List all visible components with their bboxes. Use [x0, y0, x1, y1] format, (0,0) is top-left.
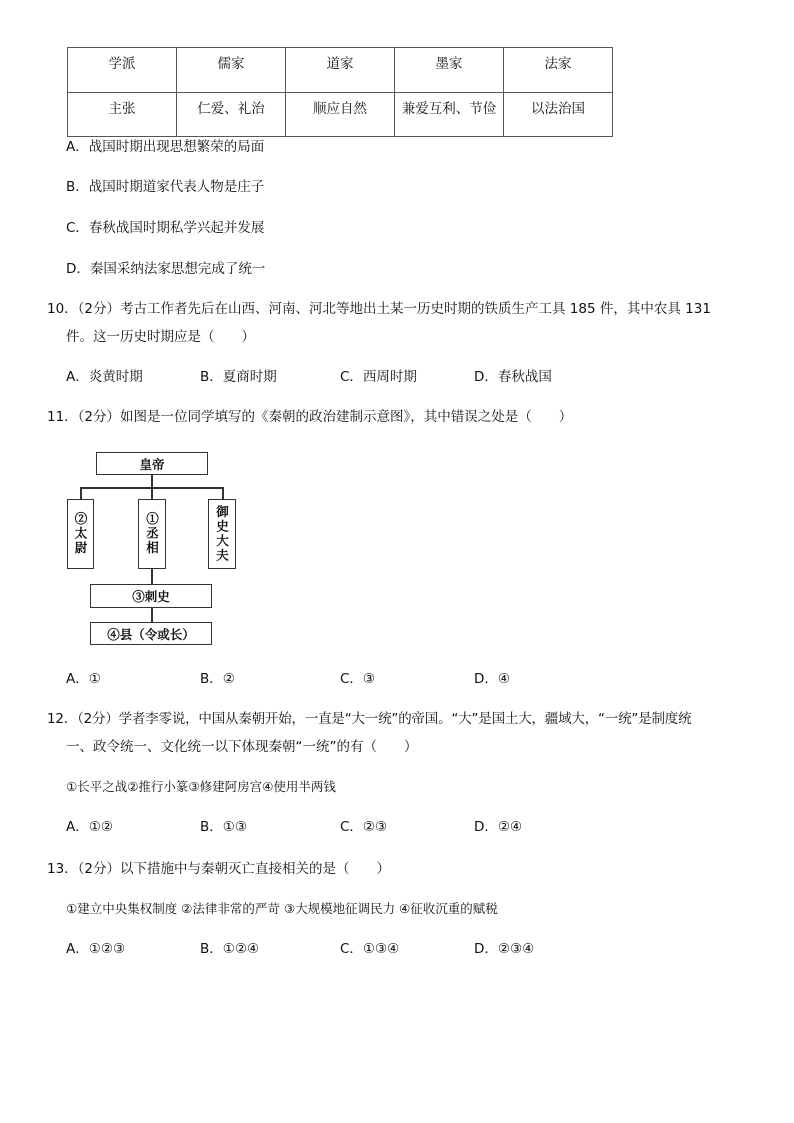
q13-option-b: B．①②④ — [200, 941, 260, 957]
table-cell: 兼爱互利、节俭 — [395, 93, 504, 137]
connector-line — [80, 487, 82, 499]
table-cell: 主张 — [68, 93, 177, 137]
table-cell: 仁爱、礼治 — [177, 93, 286, 137]
emperor-label: 皇帝 — [139, 456, 165, 472]
connector-line — [80, 487, 223, 489]
taiwei-box — [67, 499, 94, 569]
q11-option-d: D．④ — [474, 671, 510, 687]
q10-option-a: A．炎黄时期 — [66, 369, 143, 385]
cishi-label: ③刺史 — [132, 589, 170, 604]
q13-stem: 13．（2分）以下措施中与秦朝灭亡直接相关的是（ ） — [47, 861, 391, 877]
q12-option-b: B．①③ — [200, 819, 247, 835]
table-cell: 墨家 — [395, 48, 504, 93]
q13-option-d: D．②③④ — [474, 941, 535, 957]
q12-statements: ①长平之战②推行小篆③修建阿房宫④使用半两钱 — [66, 779, 336, 794]
county-label: ④县（令或长） — [107, 626, 195, 642]
chancellor-box — [138, 499, 166, 569]
censor-box — [208, 499, 236, 569]
connector-line — [151, 608, 153, 622]
q9-option-c: C．春秋战国时期私学兴起并发展 — [66, 220, 265, 236]
q11-option-c: C．③ — [340, 671, 376, 687]
cishi-box — [90, 584, 212, 608]
table-cell: 法家 — [504, 48, 613, 93]
q10-option-b: B．夏商时期 — [200, 369, 277, 385]
q13-statements: ①建立中央集权制度 ②法律非常的严苛 ③大规模地征调民力 ④征收沉重的赋税 — [66, 901, 498, 916]
q12-stem-line2: 一、政令统一、文化统一以下体现秦朝“一统”的有（ ） — [66, 739, 418, 755]
table-row — [68, 93, 613, 137]
q12-option-c: C．②③ — [340, 819, 388, 835]
q13-option-a: A．①②③ — [66, 941, 126, 957]
table-header-row — [68, 48, 613, 93]
connector-line — [151, 569, 153, 584]
q11-option-a: A．① — [66, 671, 101, 687]
q11-stem: 11．（2分）如图是一位同学填写的《秦朝的政治建制示意图》，其中错误之处是（ ） — [47, 409, 573, 425]
connector-line — [222, 487, 224, 499]
emperor-box — [96, 452, 208, 475]
q10-stem-line1: 10．（2分）考古工作者先后在山西、河南、河北等地出土某一历史时期的铁质生产工具 185 件，其中农具 131 — [47, 301, 711, 317]
table-cell: 顺应自然 — [286, 93, 395, 137]
q10-option-c: C．西周时期 — [340, 369, 417, 385]
county-box — [90, 622, 212, 645]
q13-option-c: C．①③④ — [340, 941, 400, 957]
q12-option-d: D．②④ — [474, 819, 523, 835]
q9-option-d: D．秦国采纳法家思想完成了统一 — [66, 261, 266, 277]
table-cell: 以法治国 — [504, 93, 613, 137]
schools-table — [67, 47, 613, 137]
q10-stem-line2: 件。这一历史时期应是（ ） — [66, 329, 255, 345]
q12-stem-line1: 12．（2分）学者李零说，中国从秦朝开始，一直是“大一统”的帝国。“大”是国土大，疆域大，“一统”是制度统 — [47, 711, 692, 727]
censor-label: 御史大夫 — [214, 505, 230, 563]
table-cell: 道家 — [286, 48, 395, 93]
q11-option-b: B．② — [200, 671, 235, 687]
q10-option-d: D．春秋战国 — [474, 369, 552, 385]
table-cell: 学派 — [68, 48, 177, 93]
taiwei-label: ②太尉 — [73, 512, 88, 556]
q12-option-a: A．①② — [66, 819, 113, 835]
table-cell: 儒家 — [177, 48, 286, 93]
chancellor-label: ①丞相 — [144, 512, 160, 556]
q9-option-a: A．战国时期出现思想繁荣的局面 — [66, 139, 265, 155]
q9-option-b: B．战国时期道家代表人物是庄子 — [66, 179, 265, 195]
